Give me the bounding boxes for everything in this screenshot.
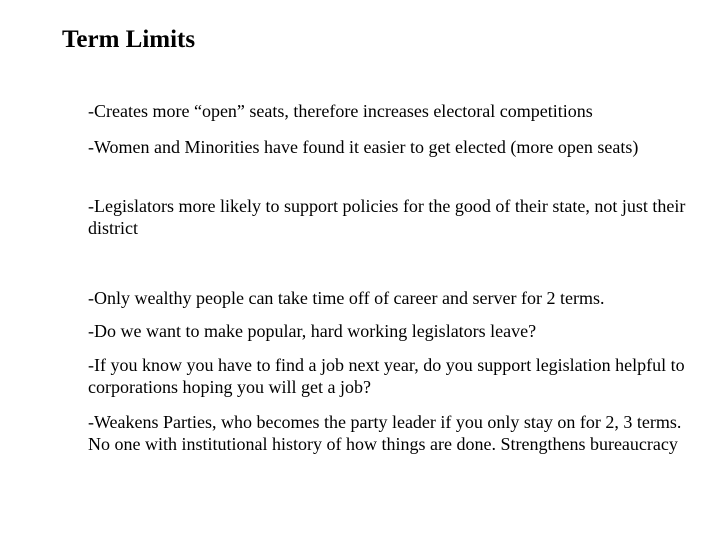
slide-title: Term Limits (62, 26, 196, 53)
bullet-item-women-minorities: -Women and Minorities have found it easier to get elected (more open seats) (88, 137, 639, 157)
bullet-item-job-next-year: -If you know you have to find a job next year, do you support legislation helpful to corporations hoping you will get a job? (88, 355, 685, 397)
bullet-item-popular-legislators: -Do we want to make popular, hard working legislators leave? (88, 321, 537, 341)
bullet-item-wealthy-people: -Only wealthy people can take time off of career and server for 2 terms. (88, 288, 605, 308)
bullet-item-state-policies: -Legislators more likely to support policies for the good of their state, not just their district (88, 196, 686, 238)
bullet-item-weakens-parties: -Weakens Parties, who becomes the party leader if you only stay on for 2, 3 terms. No one with institutional history of how things are done. Strengthens bureaucracy (88, 412, 682, 454)
bullet-item-open-seats: -Creates more “open” seats, therefore increases electoral competitions (88, 101, 593, 121)
